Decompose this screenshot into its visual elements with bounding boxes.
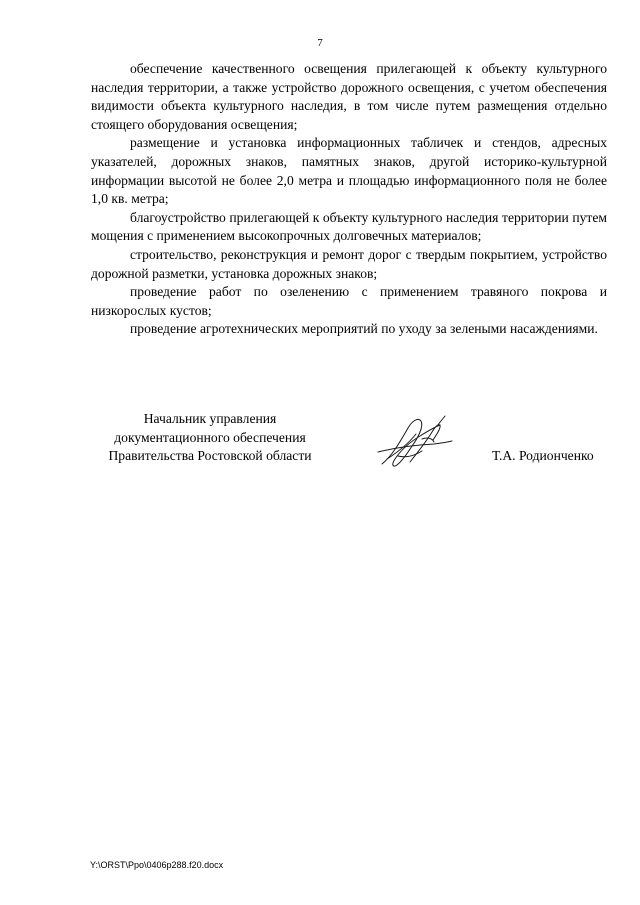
signatory-position-line1: Начальник управления xyxy=(143,411,277,426)
signature-block xyxy=(0,410,640,470)
signatory-position-line3: Правительства Ростовской области xyxy=(108,448,312,464)
list-item-greening: проведение работ по озеленению с применением травяного покрова и низкорослых кустов; xyxy=(91,284,607,318)
page-number: 7 xyxy=(317,37,323,49)
list-item-lighting: обеспечение качественного освещения прилегающей к объекту культурного наследия территории, а также устройство дорожного освещения, с учетом обеспечения видимости объекта культурного наследия, в том числе путем размещения отдельно стоящего оборудования освещения; xyxy=(91,61,607,132)
list-item-agrotech: проведение агротехнических мероприятий по уходу за зелеными насаждениями. xyxy=(130,321,598,337)
signatory-position-line2: документационного обеспечения xyxy=(114,429,306,445)
list-item-info-signs: размещение и установка информационных табличек и стендов, адресных указателей, дорожных знаков, памятных знаков, другой историко-культурной информации высотой не более 2,0 метра и площадью информационного поля не более 1,0 кв. метра; xyxy=(91,135,607,207)
list-item-roads: строительство, реконструкция и ремонт дорог с твердым покрытием, устройство дорожной разметки, установка дорожных знаков; xyxy=(91,246,607,281)
file-path-footer: Y:\ORST\Ppo\0406p288.f20.docx xyxy=(90,860,224,870)
list-item-paving: благоустройство прилегающей к объекту культурного наследия территории путем мощения с применением высокопрочных долговечных материалов; xyxy=(91,209,607,244)
handwritten-signature xyxy=(374,412,460,472)
document-body xyxy=(91,60,607,339)
signatory-name: Т.А. Родионченко xyxy=(492,448,594,464)
